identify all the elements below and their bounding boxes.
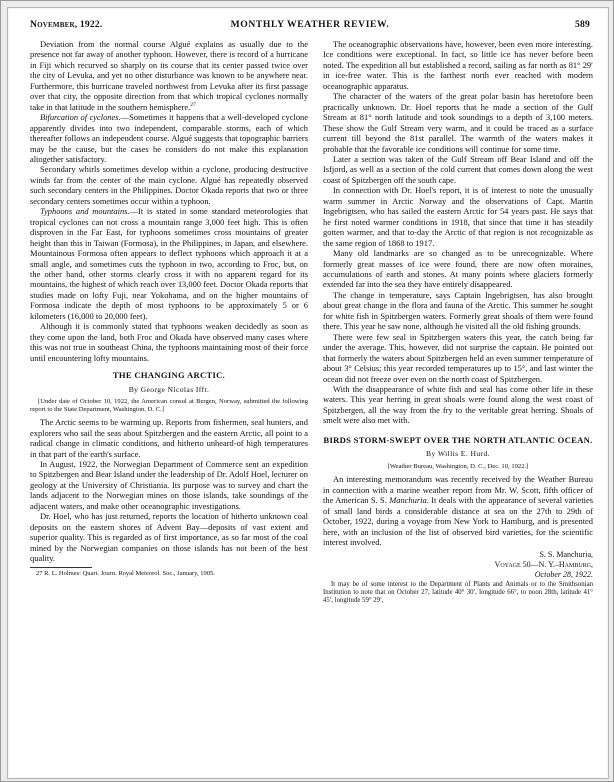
left-column — [30, 39, 308, 578]
paragraph: Typhoons and mountains.—It is stated in some standard meteorologies that tropical cyclones can not cross a mountain range 3,000 feet high. This is often disproven in the Far East, for typhoons sometimes cross mountains of greater height than this in Taiwan (Formosa), in the Philippines, in Japan, and elsewhere. Mountainous Formosa often appears to deflect typhoons which approach it at a small angle, and sometimes cuts the typhoon in two, according to Froc, but, on the other hand, other storms clearly cross it with no apparent regard for its mountains, the highest of which reach over 13,000 feet. Doctor Okada reports that studies made on lofty Fuji, near Yokohama, and on the higher mountains of Formosa indicate the depth of most typhoons to be approximately 5 or 6 kilometers (16,000 to 20,000 feet). — [30, 206, 308, 321]
paragraph: Bifurcation of cyclones.—Sometimes it happens that a well-developed cyclone apparently divides into two independent, comparable storms, each of which thereafter follows an independent course. Algué suggests that topographic barriers may be the cause, but the cases he considers do not make this explanation altogether satisfactory. — [30, 112, 308, 164]
paragraph: In connection with Dr. Hoel's report, it is of interest to note the unusually warm summer in Arctic Norway and the observations of Capt. Martin Ingebrigtsen, who has sailed the eastern Arctic for 54 years past. He says that he first noted warmer conditions in 1918, that since that time it has steadily gotten warmer, and that to-day the Arctic of that region is not recognizable as the same region of 1868 to 1917. — [323, 185, 593, 248]
paragraph: Deviation from the normal course Algué explains as usually due to the presence not far away of another typhoon. However, there is record of a hurricane in Fiji which recurved so sharply on its course that its center passed twice over the city of Levuka, and yet no other disturbance was known to be anywhere near. Furthermore, this hurricane traveled northwest from Levuka after its first passage over that city, the opposite direction from that which tropical cyclones normally take in that latitude in the southern hemisphere.$^{27}$ — [30, 39, 308, 112]
paragraph: An interesting memorandum was recently received by the Weather Bureau in connection with a marine weather report from Mr. W. Scott, fifth officer of the American S. S. Manchuria. It deals with the appearance of several varieties of small land birds a considerable distance at sea on the 27th to 29th of October, 1922, during a voyage from New York to Hamburg, and is presented here, with an inclusion of the list of observed bird varieties, for the scientific interest involved. — [323, 474, 594, 547]
memo-voyage: Voyage 50—N. Y.–Hamburg, — [494, 560, 593, 570]
paragraph: The oceanographic observations have, however, been even more interesting. Ice conditions were exceptional. In fact, so little ice has never before been noted. The expedition all but established a record, sailing as far north as 81° 29′ in ice-free water. This is the farthest north ever reached with modern oceanographic apparatus. — [323, 39, 593, 91]
paragraph: Secondary whirls sometimes develop within a cyclone, producing destructive winds far from the center of the main cyclone. Algué has repeatedly observed such secondary centers in the Philippines. Doctor Okada reports that two or three secondary centers sometimes occur within a typhoon. — [30, 164, 308, 206]
memo-date: October 28, 1922. — [534, 569, 593, 579]
author-byline: By Willis E. Hurd. — [426, 449, 490, 459]
paragraph-heading: Bifurcation of cyclones. — [40, 112, 121, 123]
section-title: THE CHANGING ARCTIC. — [112, 370, 226, 381]
memo-ship: S. S. Manchuria, — [539, 550, 593, 560]
running-header — [30, 19, 590, 33]
paragraph: With the disappearance of white fish and seal has come other life in these waters. This year herring in great shoals were found along the west coast of Spitzbergen, all the way from the fry to the veritable great herring. Shoals of smelt were also met with. — [323, 383, 593, 426]
page-number: 589 — [575, 19, 590, 30]
right-column — [323, 39, 593, 605]
header-date: November, 1922. — [30, 19, 103, 30]
paragraph: There were few seal in Spitzbergen waters this year, the catch being far under the average. This, however, did not surprise the captain. He pointed out that formerly the waters about Spitzbergen held an even summer temperature of about 3° Celsius; this year recorded temperatures up to 15°, and last winter the ocean did not freeze over even on the north coast of Spitzbergen. — [323, 331, 593, 384]
footnote-rule — [30, 567, 92, 568]
footnote: 27 R. L. Holmes: Quart. Journ. Royal Meteorol. Soc., January, 1905. — [36, 570, 215, 578]
document-page — [7, 7, 609, 779]
paragraph: Many old landmarks are so changed as to be unrecognizable. Where formerly great masses of ice were found, there are now often moraines, accumulations of earth and stones. At many points where glaciers formerly extended far into the sea they have entirely disappeared. — [323, 248, 593, 290]
section-title: BIRDS STORM-SWEPT OVER THE NORTH ATLANTIC OCEAN. — [323, 434, 593, 445]
paragraph-heading: Typhoons and mountains. — [40, 206, 130, 217]
ship-name: Manchuria — [389, 495, 427, 506]
paragraph: In August, 1922, the Norwegian Department of Commerce sent an expedition to Spitzbergen and Bear Island under the leadership of Dr. Adolf Hoel, lecturer on geology at the University of Christiania. Its purpose was to survey and chart the lands adjacent to the Norwegian mines on those islands, take soundings of the adjacent waters, and make other oceanographic investigations. — [30, 458, 308, 511]
author-byline: By George Nicolas Ifft. — [128, 384, 210, 394]
memo-heading — [323, 550, 593, 579]
paragraph: Later a section was taken of the Gulf Stream off Bear Island and off the Isfjord, as well as a section of the cold current that comes down along the west coast of Spitzbergen off the south cape. — [323, 153, 593, 185]
paragraph: The change in temperature, says Captain Ingebrigtsen, has also brought about great change in the flora and fauna of the Arctic. This summer he sought for white fish in Spitzbergen waters. Formerly great shoals of them were found there. This year he saw none, although he visited all the old fishing grounds. — [323, 289, 593, 332]
editor-note: [Under date of October 10, 1922, the American consul at Bergen, Norway, submitted the following report to the State Department, Washington, D. C.] — [30, 397, 308, 413]
paragraph: The Arctic seems to be warming up. Reports from fishermen, seal hunters, and explorers who sail the seas about Spitzbergen and the eastern Arctic, all point to a radical change in climatic conditions, and hitherto unheard-of high temperatures in that part of the earth's surface. — [30, 417, 308, 459]
editor-note: [Weather Bureau, Washington, D. C., Dec. 10, 1922.] — [387, 462, 529, 470]
paragraph: Although it is commonly stated that typhoons weaken decidedly as soon as they come upon the land, both Froc and Okada have observed many cases where this was not true in southeast China, the typhoons maintaining most of their force until encountering lofty mountains. — [30, 321, 308, 363]
journal-title: MONTHLY WEATHER REVIEW. — [230, 19, 390, 30]
paragraph: Dr. Hoel, who has just returned, reports the location of hitherto unknown coal deposits on the eastern shores of Advent Bay—deposits of vast extent and superior quality. This is regarded as of first importance, as so far most of the coal mined by the Norwegian companies on those islands has not been of the best quality. — [30, 511, 308, 564]
memo-text: It may be of some interest to the Department of Plants and Animals or to the Smithsonian Institution to note that on October 27, latitude 40° 30′, longitude 66°, to noon 28th, latitude 41° 45′, longitude 59° 29′, — [323, 581, 593, 605]
footnote-ref: 27 — [190, 101, 196, 108]
paragraph: The character of the waters of the great polar basin has heretofore been practically unknown. Dr. Hoel reports that he made a section of the Gulf Stream at 81° north latitude and took soundings to a depth of 3,100 meters. These show the Gulf Stream very warm, and it could be traced as a surface current till beyond the 81st parallel. The warmth of the waters makes it probable that the favorable ice conditions will continue for some time. — [323, 91, 593, 154]
